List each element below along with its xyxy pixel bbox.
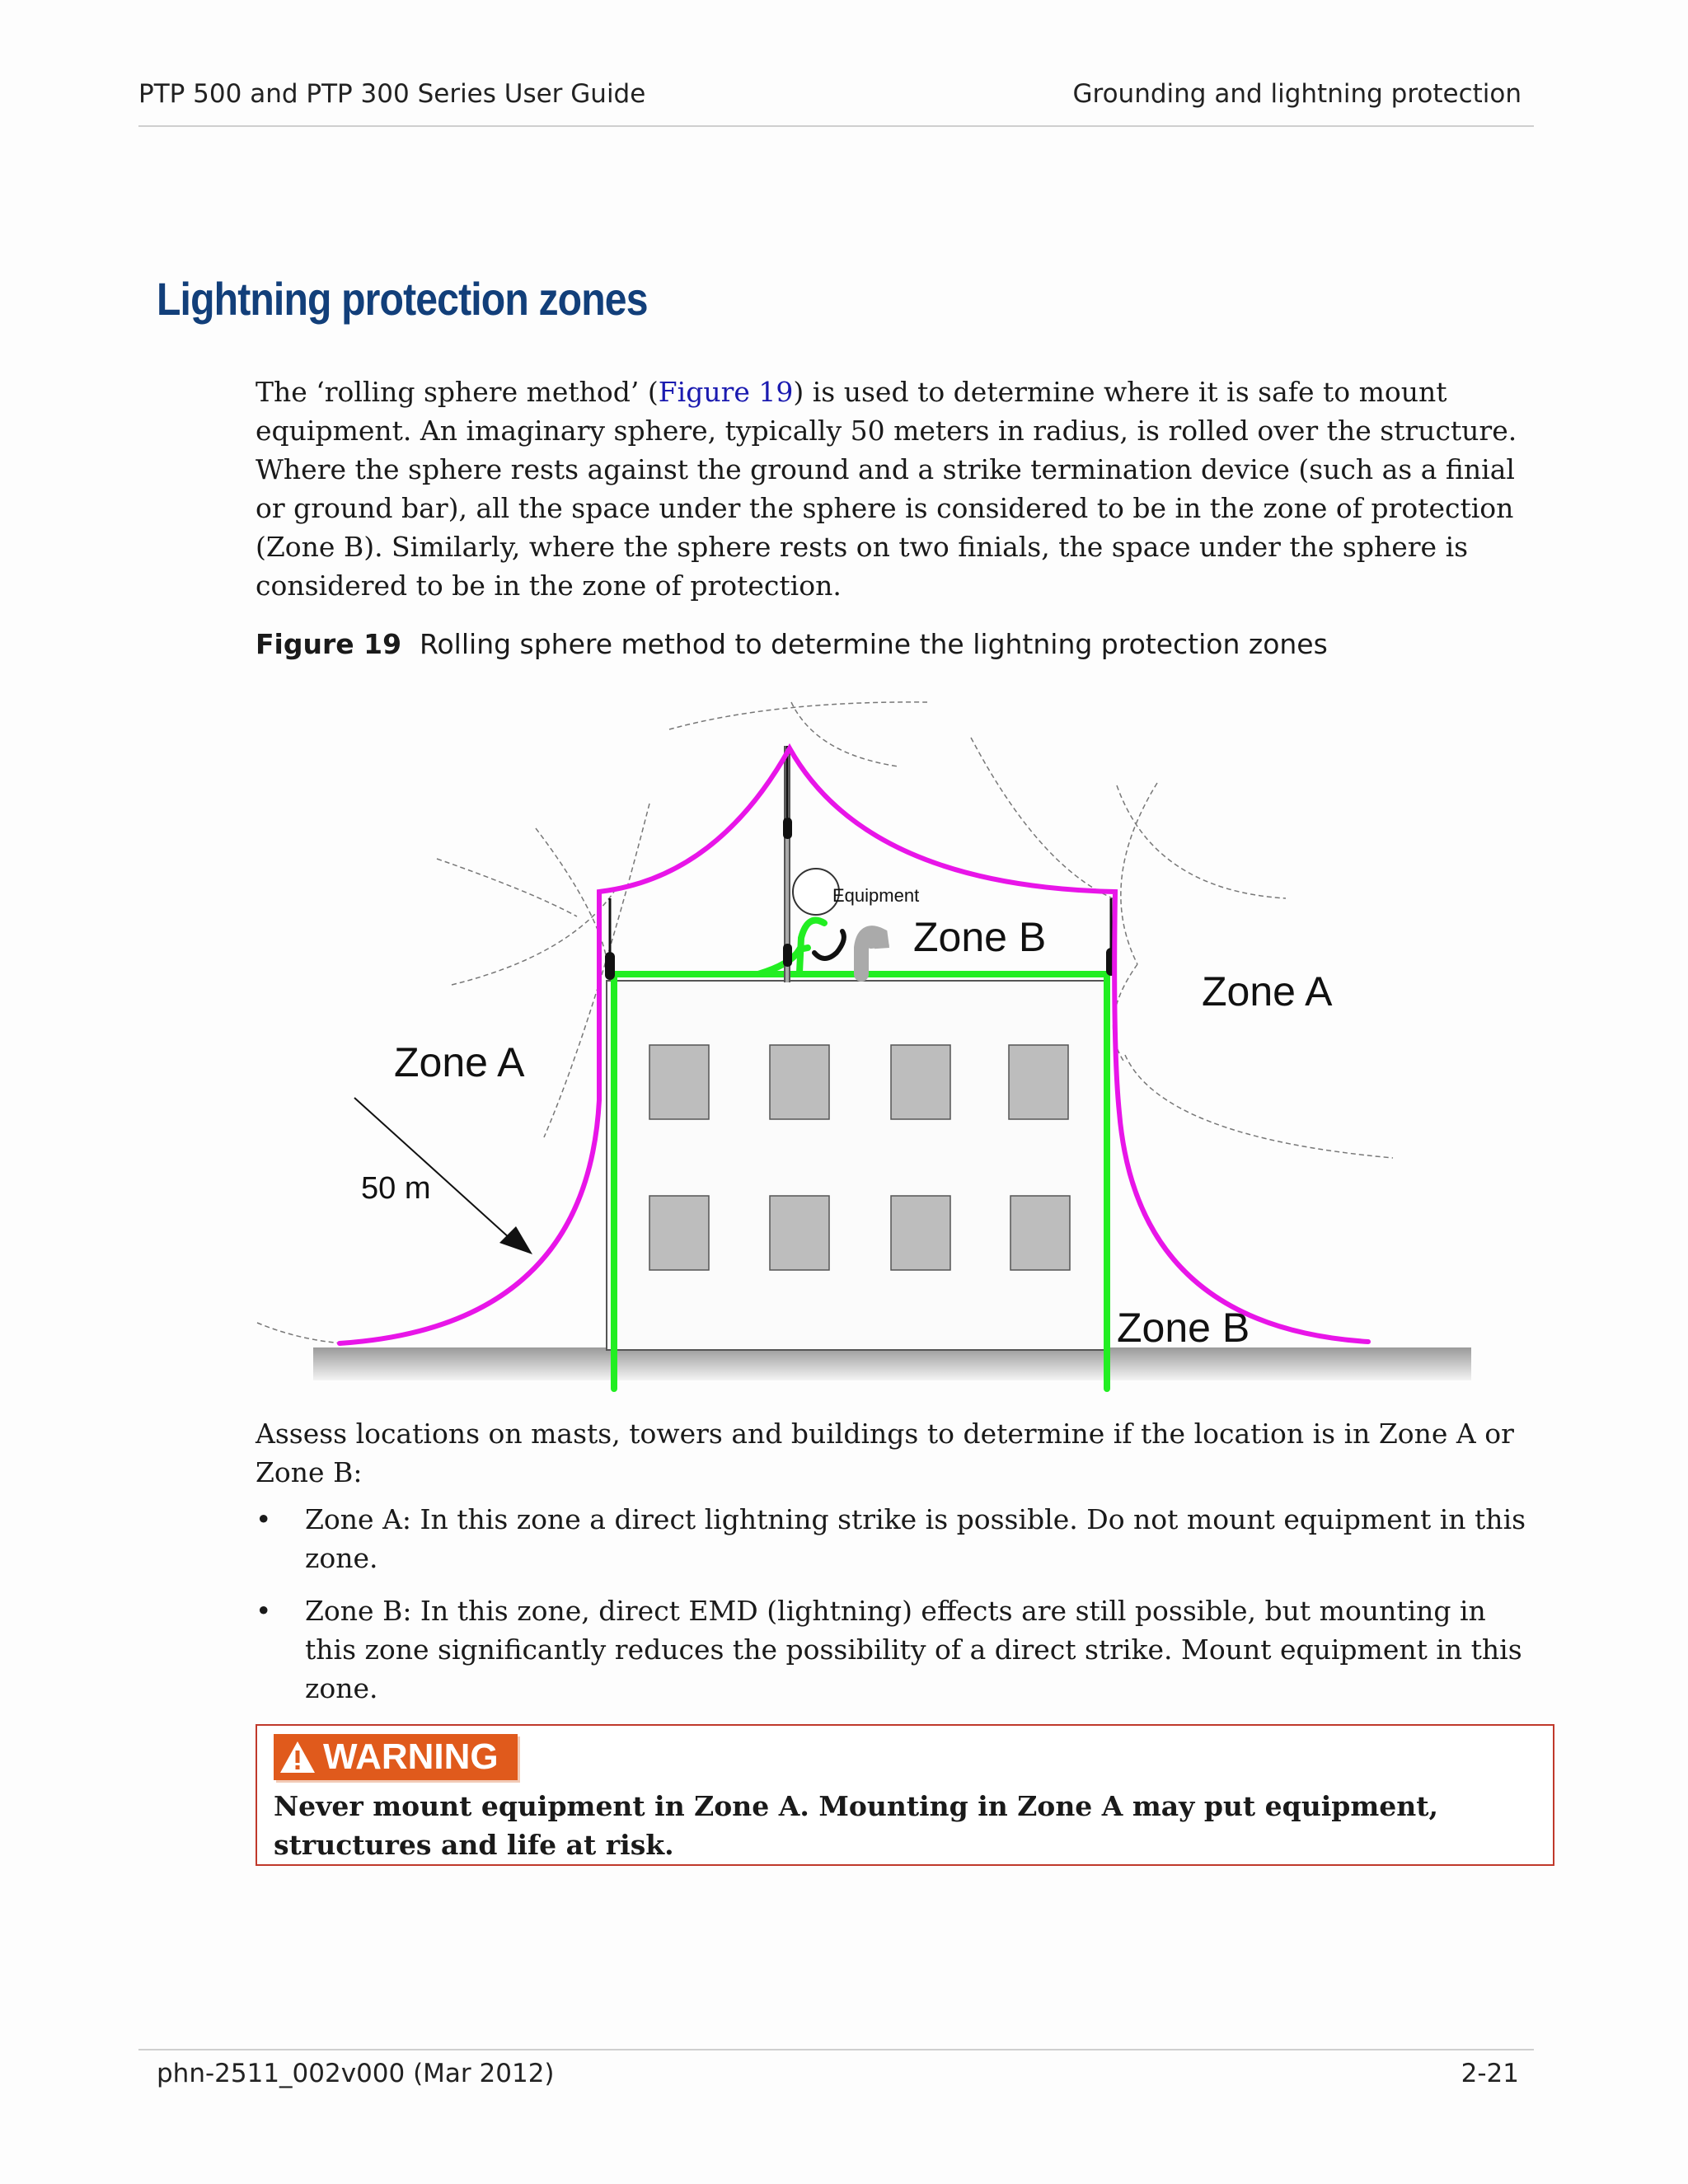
- sphere-arc: [257, 1323, 342, 1343]
- document-id: phn-2511_002v000 (Mar 2012): [157, 2059, 555, 2088]
- warning-triangle-icon: [279, 1740, 316, 1774]
- lightning-mast: [783, 746, 792, 982]
- window: [770, 1196, 829, 1270]
- equipment-label: Equipment: [832, 885, 920, 906]
- sphere-arc: [669, 702, 927, 729]
- intro-text-rest: ) is used to determine where it is safe to mount equipment. An imaginary sphere, typically 50 meters in radius, is rolled over the structure. Where the sphere rests against the ground and a strike termination device (such as a finial or ground bar), all the space under the sphere is considered to be in the zone of protection (Zone B). Similarly, where the sphere rests on two finials, the space under the sphere is considered to be in the zone of protection.: [256, 376, 1517, 602]
- equipment-cable: [814, 931, 844, 958]
- list-item: [256, 1500, 1541, 1577]
- figure-number: Figure 19: [256, 628, 402, 660]
- sphere-arc: [437, 859, 577, 916]
- header-divider: [138, 125, 1534, 127]
- radius-label: 50 m: [361, 1171, 431, 1206]
- window: [649, 1196, 709, 1270]
- zone-b-ground-label: Zone B: [1117, 1305, 1250, 1351]
- zone-a-right-label: Zone A: [1202, 968, 1333, 1015]
- assess-paragraph: Assess locations on masts, towers and buildings to determine if the location is in Zone A or Zone B:: [256, 1418, 1514, 1488]
- bullet-icon: •: [256, 1503, 272, 1535]
- radius-arrowhead: [499, 1226, 532, 1254]
- zone-list: [256, 1500, 1541, 1722]
- list-item: [256, 1591, 1541, 1708]
- warning-text: Never mount equipment in Zone A. Mounting in Zone A may put equipment, structures and life at risk.: [274, 1790, 1438, 1861]
- figure-link[interactable]: Figure 19: [658, 376, 794, 408]
- header-document-title: PTP 500 and PTP 300 Series User Guide: [138, 79, 646, 109]
- header-chapter-title: Grounding and lightning protection: [1072, 79, 1522, 109]
- sphere-arc: [1121, 783, 1157, 964]
- rolling-sphere-diagram: [247, 676, 1484, 1409]
- bullet-icon: •: [256, 1595, 272, 1627]
- radius-arrow: [354, 1098, 509, 1238]
- warning-label: WARNING: [323, 1736, 499, 1777]
- section-title: Lightning protection zones: [157, 273, 648, 325]
- window: [1009, 1045, 1068, 1119]
- window: [770, 1045, 829, 1119]
- page-footer: [157, 2059, 1519, 2088]
- sphere-arc: [971, 738, 1113, 898]
- sphere-arc: [791, 702, 898, 766]
- page-number: 2-21: [1461, 2059, 1519, 2088]
- left-finial: [605, 898, 615, 980]
- figure-caption-text: Rolling sphere method to determine the lightning protection zones: [420, 628, 1328, 660]
- sphere-arc: [1117, 785, 1286, 898]
- footer-divider: [138, 2049, 1534, 2050]
- intro-paragraph: [256, 373, 1541, 605]
- window: [1010, 1196, 1070, 1270]
- window: [891, 1045, 950, 1119]
- figure-caption: [256, 628, 1328, 660]
- warning-box: [256, 1724, 1554, 1866]
- intro-text-start: The ‘rolling sphere method’ (: [256, 376, 659, 408]
- zone-b-roof-label: Zone B: [913, 914, 1047, 960]
- sphere-arc: [452, 892, 614, 985]
- building: [607, 981, 1108, 1350]
- warning-badge: [274, 1734, 518, 1780]
- window: [891, 1196, 950, 1270]
- equipment-unit: [861, 933, 882, 974]
- list-item-text: Zone A: In this zone a direct lightning strike is possible. Do not mount equipment in this zone.: [305, 1503, 1526, 1574]
- list-item-text: Zone B: In this zone, direct EMD (lightning) effects are still possible, but mounting in this zone significantly reduces the possibility of a direct strike. Mount equipment in this zone.: [305, 1595, 1522, 1704]
- ground: [313, 1347, 1471, 1380]
- page-header: [138, 79, 1522, 109]
- zone-a-left-label: Zone A: [394, 1039, 525, 1085]
- sphere-arc: [1125, 1055, 1393, 1158]
- window: [649, 1045, 709, 1119]
